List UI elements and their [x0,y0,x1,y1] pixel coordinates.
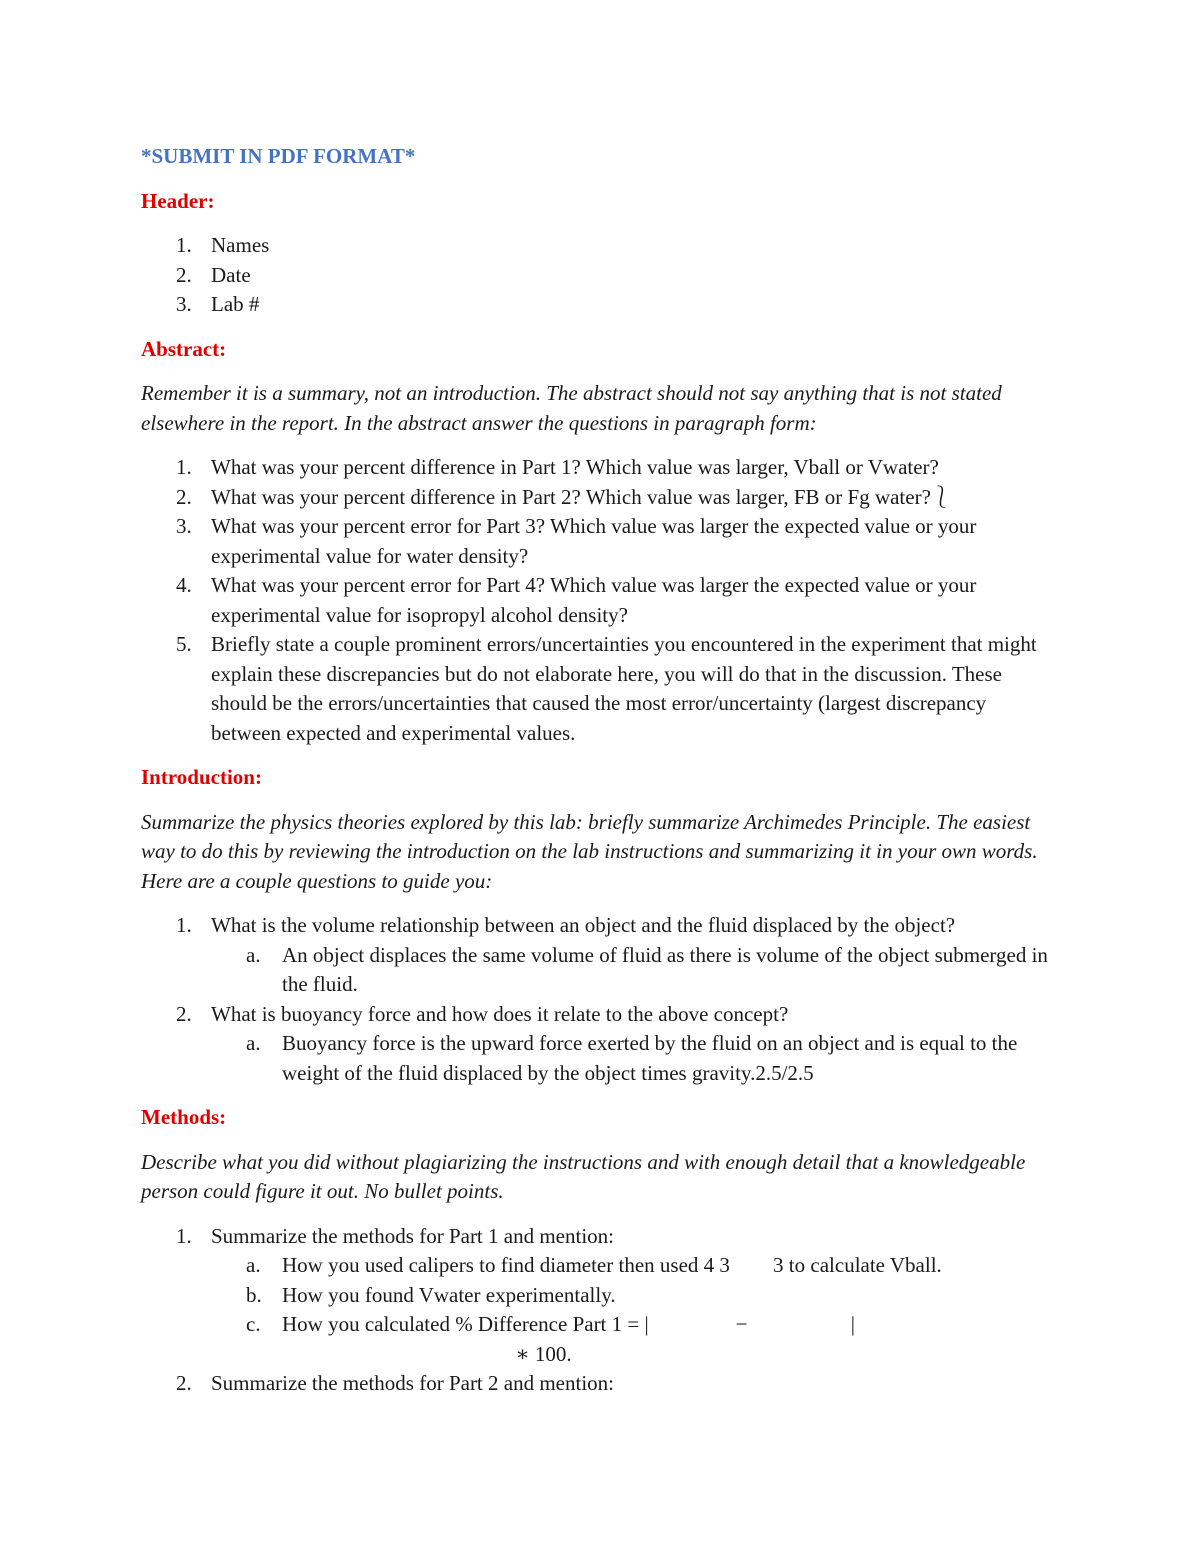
sub-list [211,1251,1061,1369]
sub-list [211,941,1061,1000]
sub-list-item: c. How you calculated % Difference Part 1 = |􀜸 􀯕􀯔􀯟􀯟−􀜸 􀯪􀯔􀯧􀯘􀯥| 􀯔􀯩􀯘􀯥􀯔􀯚􀯘 􀯢􀯙 􀜸 􀯕􀯔􀯟􀯟 􀯔􀯡􀯗 􀜸 􀯪􀯔􀯧􀯘􀯥 ∗ 100. [246,1312,1035,1366]
sub-list-item: a. An object displaces the same volume of fluid as there is volume of the object submerged in the fluid. [246,942,1048,996]
list-item: 1. Names [176,233,270,257]
sub-list [211,1029,1061,1088]
sub-list-item: a. Buoyancy force is the upward force exerted by the fluid on an object and is equal to the weight of the fluid displaced by the object times gravity.2.5/2.5 [246,1031,1018,1085]
list-item: 5. Briefly state a couple prominent errors/uncertainties you encountered in the experiment that might explain these discrepancies but do not elaborate here, you will do that in the discussion. These should be the errors/uncertainties that caused the most error/uncertainty (largest discrepancy between expected and experimental values. [176,632,1037,745]
list-item: 2. What was your percent difference in Part 2? Which value was larger, FB or Fg water?⎱ [176,484,952,509]
introduction-heading: Introduction: [141,765,262,789]
abstract-list [141,453,1061,748]
methods-instructions: Describe what you did without plagiarizing the instructions and with enough detail that a knowledgeable person could figure it out. No bullet points. [141,1149,1026,1203]
list-item: 4. What was your percent error for Part 4? Which value was larger the expected value or your experimental value for isopropyl alcohol density? [176,573,977,627]
methods-heading: Methods: [141,1105,227,1129]
methods-list [141,1222,1061,1399]
document-body [141,142,1061,1414]
list-item: 3. Lab # [176,292,260,316]
introduction-instructions: Summarize the physics theories explored by this lab: briefly summarize Archimedes Principle. The easiest way to do this by reviewing the introduction on the lab instructions and summarizing it in your own words. Here are a couple questions to guide you: [141,809,1038,893]
submit-banner: *SUBMIT IN PDF FORMAT* [141,144,416,168]
list-item: 1. Summarize the methods for Part 1 and mention: a. How you used calipers to find diameter then used 4 3 􀟨􀝎 3 to calculate Vball. b. How you found Vwater experimentally. c. How you calculated % Difference Part 1 = |􀜸 􀯕􀯔􀯟􀯟−􀜸 􀯪􀯔􀯧􀯘􀯥| 􀯔􀯩􀯘􀯥􀯔􀯚􀯘 􀯢􀯙 􀜸 􀯕􀯔􀯟􀯟 􀯔􀯡􀯗 􀜸 􀯪􀯔􀯧􀯘􀯥 ∗ 100. [141,1222,1061,1370]
header-list [141,231,1061,320]
sub-list-item: a. How you used calipers to find diameter then used 4 3 􀟨􀝎 3 to calculate Vball. [246,1253,942,1277]
list-item: 1. What was your percent difference in Part 1? Which value was larger, Vball or Vwater? [176,455,939,479]
list-item: 2. What is buoyancy force and how does it relate to the above concept? a. Buoyancy force is the upward force exerted by the fluid on an object and is equal to the weight of the fluid displaced by the object times gravity.2.5/2.5 [141,1000,1061,1089]
sub-list-item: b. How you found Vwater experimentally. [246,1282,616,1307]
list-item: 3. What was your percent error for Part 3? Which value was larger the expected value or your experimental value for water density? [176,514,977,568]
list-item: 1. What is the volume relationship between an object and the fluid displaced by the object? a. An object displaces the same volume of fluid as there is volume of the object submerged in the fluid. [141,911,1061,1000]
list-item: 2. Summarize the methods for Part 2 and mention: [176,1371,614,1395]
abstract-instructions: Remember it is a summary, not an introduction. The abstract should not say anything that is not stated elsewhere in the report. In the abstract answer the questions in paragraph form: [141,381,1002,435]
header-heading: Header: [141,188,215,213]
abstract-heading: Abstract: [141,336,227,361]
introduction-list [141,911,1061,1088]
list-item: 2. Date [176,262,251,287]
